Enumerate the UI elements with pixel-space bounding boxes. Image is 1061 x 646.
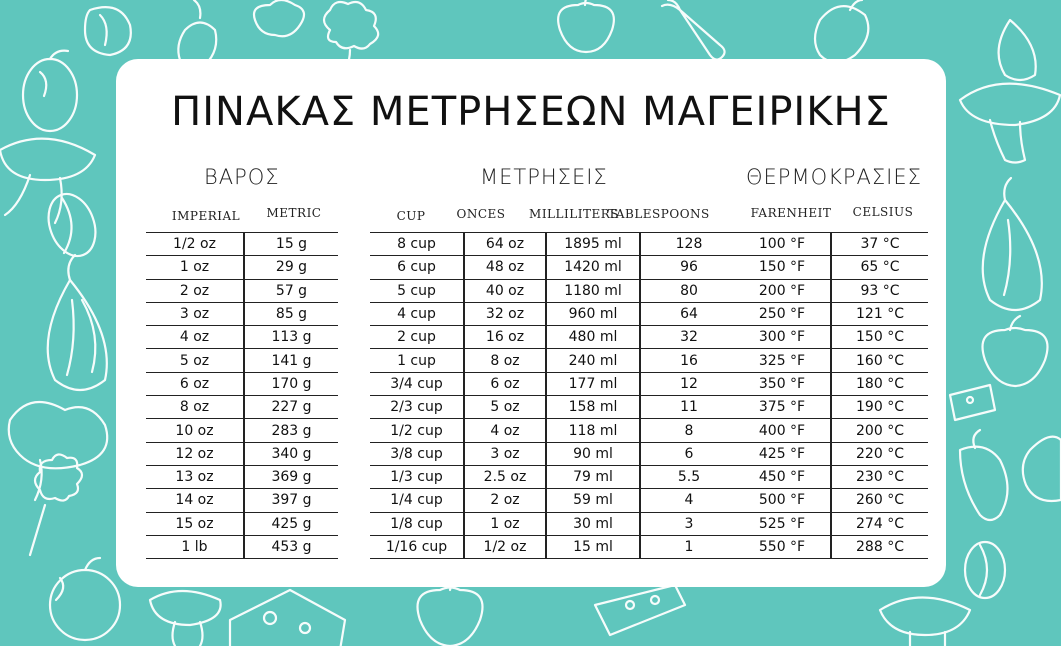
volume-cell: 15 ml [546,535,640,558]
volume-cell: 1/2 oz [464,535,546,558]
temperature-cell: 375 °F [734,396,831,419]
volume-header-onces: ONCES [456,207,506,221]
volume-cell: 4 oz [464,419,546,442]
table-row [734,396,928,419]
volume-cell: 64 [640,302,737,325]
volume-cell: 2 oz [464,489,546,512]
weight-cell: 397 g [244,489,338,512]
table-row [734,442,928,465]
apple-icon [983,316,1048,386]
volume-cell: 960 ml [546,302,640,325]
volume-cell: 128 [640,233,737,256]
temperature-cell: 274 °C [831,512,928,535]
garlic-icon [48,255,107,390]
temperature-cell: 180 °C [831,372,928,395]
volume-cell: 8 oz [464,349,546,372]
parsley-icon [30,454,82,555]
table-row [146,396,338,419]
volume-cell: 2.5 oz [464,465,546,488]
volume-header-cup: CUP [396,209,426,223]
temperature-cell: 37 °C [831,233,928,256]
temperature-cell: 300 °F [734,326,831,349]
temperature-cell: 220 °C [831,442,928,465]
volume-table [370,232,737,559]
weight-cell: 227 g [244,396,338,419]
volume-cell: 2/3 cup [370,396,464,419]
volume-cell: 1 [640,535,737,558]
table-row [370,512,737,535]
broccoli-icon [1023,437,1061,501]
volume-cell: 79 ml [546,465,640,488]
weight-cell: 10 oz [146,419,244,442]
volume-cell: 64 oz [464,233,546,256]
volume-cell: 80 [640,279,737,302]
table-row [370,349,737,372]
temperature-cell: 200 °C [831,419,928,442]
table-row [734,349,928,372]
weight-cell: 283 g [244,419,338,442]
temperature-cell: 150 °F [734,256,831,279]
temperature-table [734,232,928,559]
temperature-cell: 525 °F [734,512,831,535]
mushroom-icon [150,591,221,646]
table-row [370,535,737,558]
temperature-section-title: ΘΕΡΜΟΚΡΑΣΙΕΣ [746,165,922,189]
volume-cell: 3 oz [464,442,546,465]
weight-cell: 13 oz [146,465,244,488]
volume-cell: 1180 ml [546,279,640,302]
table-row [734,489,928,512]
weight-cell: 4 oz [146,326,244,349]
table-row [146,233,338,256]
table-row [370,442,737,465]
weight-cell: 8 oz [146,396,244,419]
volume-cell: 90 ml [546,442,640,465]
volume-cell: 1 oz [464,512,546,535]
temperature-cell: 160 °C [831,349,928,372]
weight-table [146,232,338,559]
table-row [370,279,737,302]
table-row [146,465,338,488]
table-row [734,372,928,395]
temperature-cell: 425 °F [734,442,831,465]
carrot-icon [662,0,725,60]
volume-cell: 3/4 cup [370,372,464,395]
page-title: ΠΙΝΑΚΑΣ ΜΕΤΡΗΣΕΩΝ ΜΑΓΕΙΡΙΚΗΣ [171,89,891,135]
volume-cell: 8 [640,419,737,442]
table-row [146,279,338,302]
volume-cell: 5.5 [640,465,737,488]
table-row [734,302,928,325]
table-row [734,326,928,349]
table-row [734,279,928,302]
weight-cell: 425 g [244,512,338,535]
volume-cell: 158 ml [546,396,640,419]
weight-cell: 14 oz [146,489,244,512]
volume-cell: 1895 ml [546,233,640,256]
volume-cell: 1/8 cup [370,512,464,535]
volume-cell: 32 [640,326,737,349]
table-row [146,302,338,325]
volume-cell: 48 oz [464,256,546,279]
weight-cell: 3 oz [146,302,244,325]
volume-cell: 240 ml [546,349,640,372]
volume-cell: 1/3 cup [370,465,464,488]
weight-cell: 5 oz [146,349,244,372]
table-row [734,233,928,256]
volume-cell: 40 oz [464,279,546,302]
temperature-header-celsius: CELSIUS [852,205,914,219]
table-row [146,349,338,372]
volume-header-milliliters: MILLILITERS [529,207,619,221]
volume-cell: 480 ml [546,326,640,349]
weight-cell: 1 oz [146,256,244,279]
temperature-cell: 260 °C [831,489,928,512]
temperature-cell: 100 °F [734,233,831,256]
table-row [370,465,737,488]
table-row [146,489,338,512]
broccoli-icon [9,402,107,500]
weight-cell: 57 g [244,279,338,302]
lemon-icon [50,558,120,640]
weight-cell: 15 g [244,233,338,256]
table-row [146,442,338,465]
volume-cell: 59 ml [546,489,640,512]
garlic-icon [983,178,1042,310]
table-row [734,512,928,535]
volume-cell: 1/16 cup [370,535,464,558]
volume-cell: 6 oz [464,372,546,395]
weight-cell: 369 g [244,465,338,488]
weight-header-metric: METRIC [266,206,322,220]
weight-section-title: ΒΑΡΟΣ [204,165,280,189]
mushroom-icon [880,598,970,646]
temperature-cell: 325 °F [734,349,831,372]
temperature-cell: 400 °F [734,419,831,442]
weight-cell: 170 g [244,372,338,395]
weight-cell: 2 oz [146,279,244,302]
pepper-icon [960,430,1008,520]
volume-cell: 2 cup [370,326,464,349]
table-row [146,372,338,395]
weight-cell: 141 g [244,349,338,372]
onion-icon [85,7,131,55]
volume-cell: 96 [640,256,737,279]
weight-cell: 453 g [244,535,338,558]
temperature-cell: 150 °C [831,326,928,349]
table-row [370,489,737,512]
table-row [146,256,338,279]
temperature-cell: 288 °C [831,535,928,558]
weight-cell: 340 g [244,442,338,465]
volume-cell: 118 ml [546,419,640,442]
temperature-cell: 230 °C [831,465,928,488]
apple-icon [558,0,614,52]
pepper-icon [815,0,868,63]
weight-cell: 1/2 oz [146,233,244,256]
temperature-cell: 500 °F [734,489,831,512]
garlic-icon [999,20,1036,80]
weight-cell: 6 oz [146,372,244,395]
weight-cell: 29 g [244,256,338,279]
volume-cell: 6 cup [370,256,464,279]
temperature-cell: 65 °C [831,256,928,279]
mushroom-icon [960,84,1060,163]
table-row [370,256,737,279]
volume-cell: 16 [640,349,737,372]
table-row [370,419,737,442]
weight-cell: 85 g [244,302,338,325]
temperature-cell: 93 °C [831,279,928,302]
table-row [734,256,928,279]
lemon-icon [23,51,77,131]
coffee-bean-icon [965,542,1005,598]
table-row [146,419,338,442]
table-row [734,535,928,558]
table-row [370,372,737,395]
volume-cell: 8 cup [370,233,464,256]
volume-cell: 5 cup [370,279,464,302]
temperature-cell: 200 °F [734,279,831,302]
weight-cell: 113 g [244,326,338,349]
cheese-icon [950,385,995,420]
table-row [370,233,737,256]
volume-section-title: ΜΕΤΡΗΣΕΙΣ [480,165,608,189]
temperature-header-farenheit: FARENHEIT [750,206,832,220]
mushroom-icon [0,139,95,223]
table-row [146,535,338,558]
volume-cell: 177 ml [546,372,640,395]
temperature-cell: 550 °F [734,535,831,558]
volume-cell: 5 oz [464,396,546,419]
weight-cell: 12 oz [146,442,244,465]
volume-cell: 4 [640,489,737,512]
volume-cell: 6 [640,442,737,465]
temperature-cell: 121 °C [831,302,928,325]
weight-cell: 1 lb [146,535,244,558]
volume-cell: 16 oz [464,326,546,349]
coffee-bean-icon [40,187,103,262]
volume-cell: 30 ml [546,512,640,535]
broccoli-icon [254,0,304,36]
table-row [370,302,737,325]
volume-cell: 3/8 cup [370,442,464,465]
table-row [370,326,737,349]
cheese-icon [230,590,345,646]
volume-cell: 11 [640,396,737,419]
volume-cell: 32 oz [464,302,546,325]
volume-cell: 12 [640,372,737,395]
measurement-card [116,59,946,587]
temperature-cell: 190 °C [831,396,928,419]
volume-cell: 1420 ml [546,256,640,279]
table-row [734,465,928,488]
cheese-icon [595,585,685,635]
temperature-cell: 350 °F [734,372,831,395]
table-row [146,326,338,349]
weight-header-imperial: IMPERIAL [171,209,241,223]
volume-cell: 3 [640,512,737,535]
volume-cell: 1/4 cup [370,489,464,512]
volume-cell: 1 cup [370,349,464,372]
temperature-cell: 250 °F [734,302,831,325]
volume-cell: 1/2 cup [370,419,464,442]
table-row [370,396,737,419]
volume-cell: 4 cup [370,302,464,325]
table-row [146,512,338,535]
weight-cell: 15 oz [146,512,244,535]
volume-header-tablespoons: TABLESPOONS [608,207,710,221]
table-row [734,419,928,442]
temperature-cell: 450 °F [734,465,831,488]
